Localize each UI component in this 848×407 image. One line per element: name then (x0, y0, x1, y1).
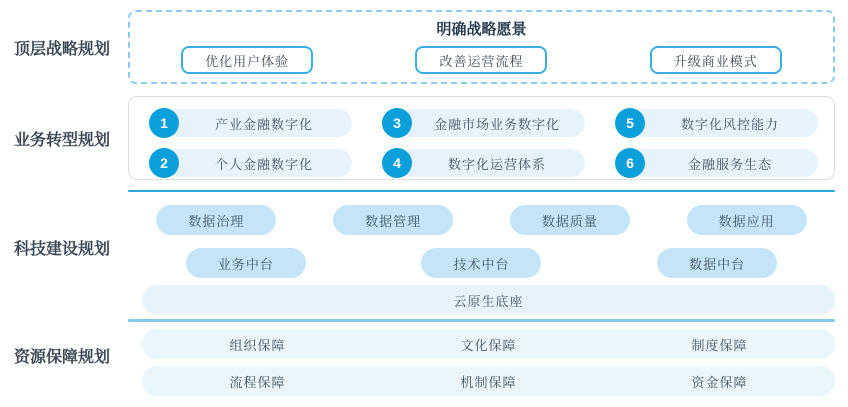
content-top (128, 10, 835, 84)
business-item-3 (382, 108, 585, 138)
label-col-top (0, 10, 128, 84)
number-badge-1: 1 (149, 108, 179, 138)
business-item-1 (149, 108, 352, 138)
section-label-business-transform: 业务转型规划 (14, 131, 111, 149)
business-box (128, 96, 835, 180)
separator-thick (128, 319, 835, 322)
content-resource (128, 315, 835, 396)
resource-cell-process: 流程保障 (229, 374, 286, 390)
content-tech (128, 180, 835, 315)
resource-cell-mechanism: 机制保障 (460, 374, 517, 390)
pill-cloud-native-base: 云原生底座 (142, 285, 835, 315)
label-col-business (0, 96, 128, 180)
label-col-tech (0, 180, 128, 315)
pill-tech-platform: 技术中台 (421, 248, 541, 278)
business-item-pill: 数字化运营体系 (397, 149, 585, 177)
vision-title: 明确战略愿景 (436, 21, 527, 38)
pill-data-quality: 数据质量 (510, 205, 630, 235)
vision-box (128, 10, 835, 84)
pill-business-platform: 业务中台 (186, 248, 306, 278)
label-col-resource (0, 315, 128, 396)
section-tech-construction (0, 180, 848, 315)
pill-data-application: 数据应用 (687, 205, 807, 235)
section-label-top-strategy: 顶层战略规划 (14, 40, 111, 58)
pill-data-platform: 数据中台 (657, 248, 777, 278)
platform-pill-row (128, 248, 835, 278)
resource-cell-culture: 文化保障 (460, 337, 517, 353)
vision-button-operation-process: 改善运营流程 (415, 46, 547, 74)
number-badge-2: 2 (149, 148, 179, 178)
business-item-pill: 金融服务生态 (630, 149, 818, 177)
business-item-pill: 金融市场业务数字化 (397, 109, 585, 137)
resource-cell-capital: 资金保障 (691, 374, 748, 390)
resource-row-2 (142, 366, 835, 396)
vision-button-business-model: 升级商业模式 (650, 46, 782, 74)
resource-cell-organization: 组织保障 (229, 337, 286, 353)
business-item-6 (615, 148, 818, 178)
pill-data-governance: 数据治理 (156, 205, 276, 235)
business-item-pill: 数字化风控能力 (630, 109, 818, 137)
business-item-2 (149, 148, 352, 178)
business-item-pill: 产业金融数字化 (164, 109, 352, 137)
resource-row-1 (142, 329, 835, 359)
separator-thin (128, 190, 835, 192)
section-business-transform (0, 96, 848, 180)
content-business (128, 96, 835, 180)
business-item-5 (615, 108, 818, 138)
number-badge-3: 3 (382, 108, 412, 138)
pill-data-management: 数据管理 (333, 205, 453, 235)
resource-cell-institution: 制度保障 (691, 337, 748, 353)
number-badge-6: 6 (615, 148, 645, 178)
business-item-pill: 个人金融数字化 (164, 149, 352, 177)
section-top-strategy (0, 10, 848, 84)
number-badge-4: 4 (382, 148, 412, 178)
data-pill-row (128, 205, 835, 235)
number-badge-5: 5 (615, 108, 645, 138)
section-resource-guarantee (0, 315, 848, 396)
section-label-resource-guarantee: 资源保障规划 (14, 349, 111, 366)
section-label-tech-construction: 科技建设规划 (14, 241, 111, 258)
vision-button-user-experience: 优化用户体验 (181, 46, 313, 74)
vision-button-row (130, 46, 833, 74)
business-item-4 (382, 148, 585, 178)
